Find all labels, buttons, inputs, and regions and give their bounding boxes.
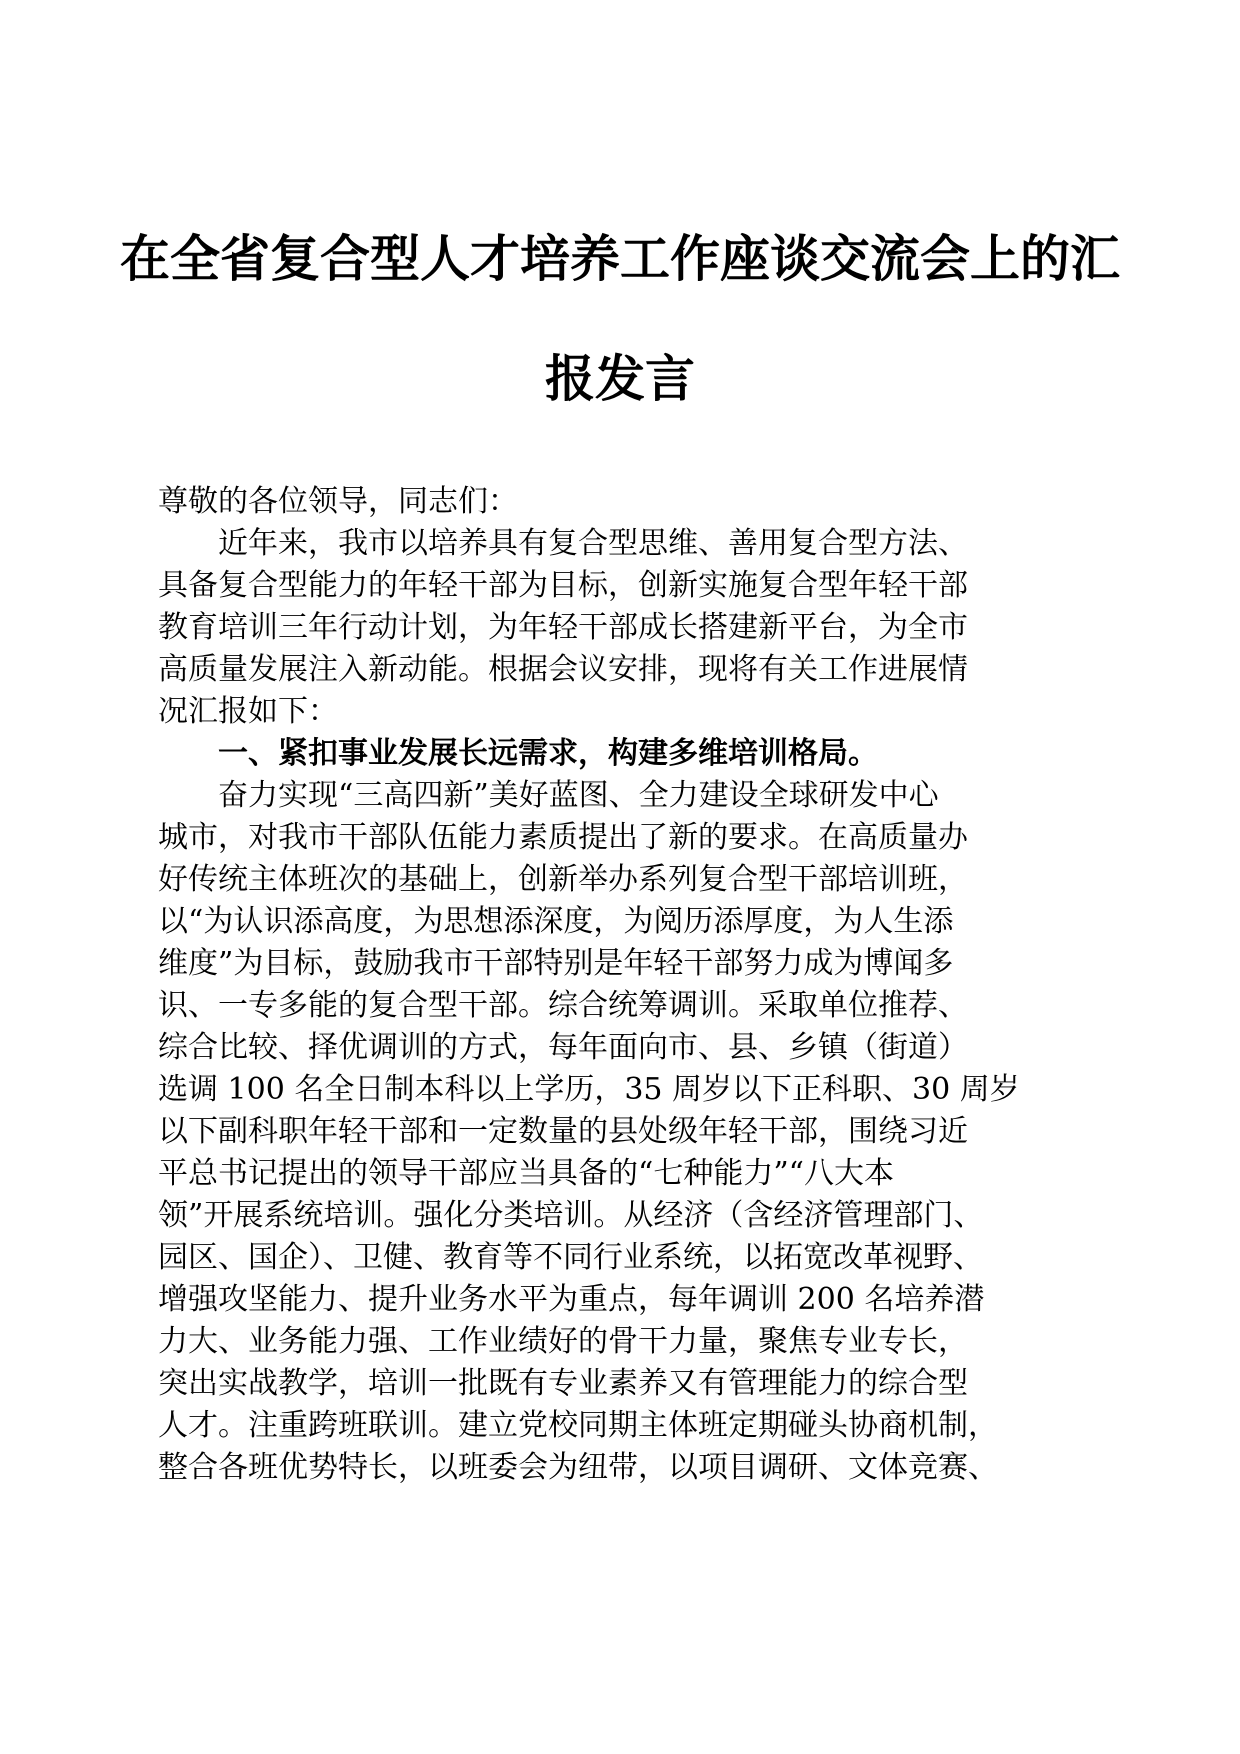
document-title-line-1: 在全省复合型人才培养工作座谈交流会上的汇	[120, 229, 1120, 288]
body-line: 维度”为目标，鼓励我市干部特别是年轻干部努力成为博闻多	[158, 946, 954, 981]
body-line: 人才。注重跨班联训。建立党校同期主体班定期碰头协商机制，	[158, 1408, 998, 1443]
body-line: 以“为认识添高度，为思想添深度，为阅历添厚度，为人生添	[158, 904, 954, 939]
body-line: 力大、业务能力强、工作业绩好的骨干力量，聚焦专业专长，	[158, 1324, 968, 1359]
body-line: 城市，对我市干部队伍能力素质提出了新的要求。在高质量办	[158, 820, 968, 855]
body-line: 园区、国企）、卫健、教育等不同行业系统，以拓宽改革视野、	[158, 1240, 983, 1275]
body-line: 平总书记提出的领导干部应当具备的“七种能力”“八大本	[158, 1156, 895, 1191]
body-line: 选调 100 名全日制本科以上学历，35 周岁以下正科职、30 周岁	[158, 1072, 1020, 1107]
body-line: 况汇报如下：	[158, 694, 338, 729]
document-title-line-2: 报发言	[545, 349, 695, 408]
body-line: 整合各班优势特长，以班委会为纽带，以项目调研、文体竞赛、	[158, 1450, 998, 1485]
section-heading: 一、紧扣事业发展长远需求，构建多维培训格局。	[158, 736, 878, 771]
body-line: 突出实战教学，培训一批既有专业素养又有管理能力的综合型	[158, 1366, 968, 1401]
body-line: 好传统主体班次的基础上，创新举办系列复合型干部培训班，	[158, 862, 968, 897]
body-line: 教育培训三年行动计划，为年轻干部成长搭建新平台，为全市	[158, 610, 968, 645]
body-line: 近年来，我市以培养具有复合型思维、善用复合型方法、	[158, 526, 968, 561]
body-line: 增强攻坚能力、提升业务水平为重点，每年调训 200 名培养潜	[158, 1282, 985, 1317]
body-line: 综合比较、择优调训的方式，每年面向市、县、乡镇（街道）	[158, 1030, 968, 1065]
body-line: 领”开展系统培训。强化分类培训。从经济（含经济管理部门、	[158, 1198, 984, 1233]
body-line: 高质量发展注入新动能。根据会议安排，现将有关工作进展情	[158, 652, 968, 687]
body-line: 以下副科职年轻干部和一定数量的县处级年轻干部，围绕习近	[158, 1114, 968, 1149]
body-line: 奋力实现“三高四新”美好蓝图、全力建设全球研发中心	[158, 778, 939, 813]
body-line: 具备复合型能力的年轻干部为目标，创新实施复合型年轻干部	[158, 568, 968, 603]
salutation: 尊敬的各位领导，同志们：	[158, 484, 518, 519]
body-line: 识、一专多能的复合型干部。综合统筹调训。采取单位推荐、	[158, 988, 968, 1023]
